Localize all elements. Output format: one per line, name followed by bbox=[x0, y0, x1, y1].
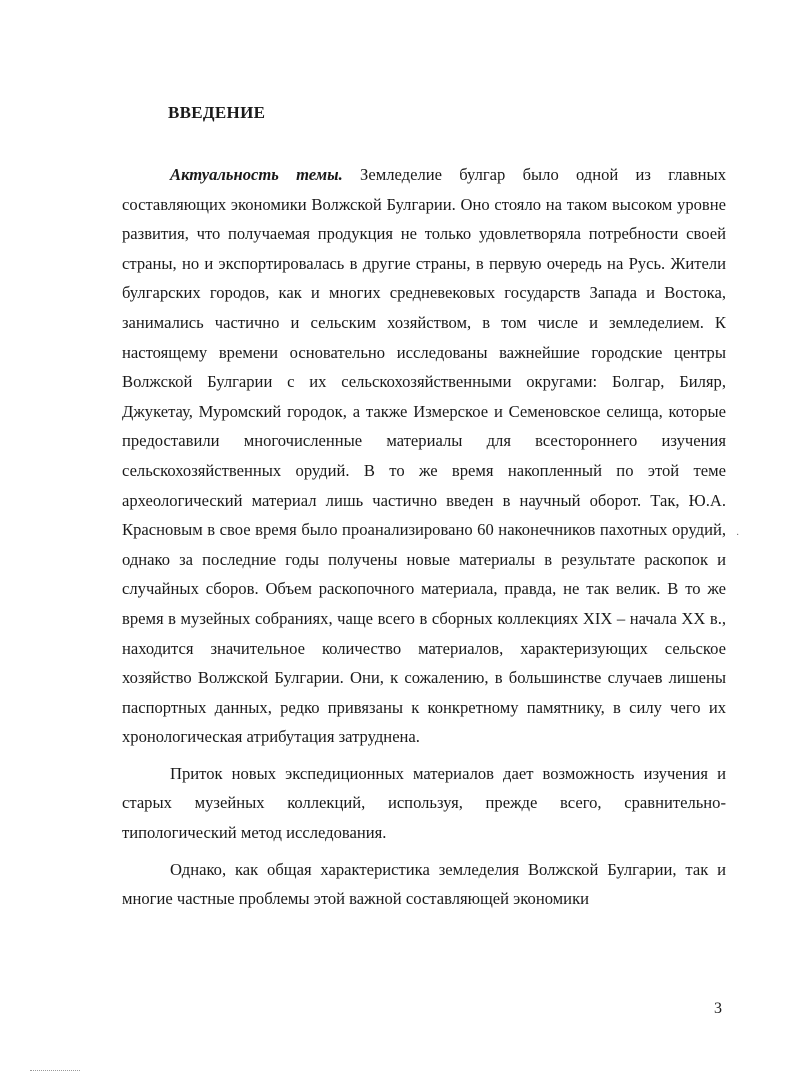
paragraph-however: Однако, как общая характеристика земледелия Волжской Булгарии, так и многие частные проблемы этой важной составляющей экономики bbox=[122, 859, 726, 909]
paragraph-lead: Актуальность темы. bbox=[170, 165, 343, 184]
section-heading: ВВЕДЕНИЕ bbox=[168, 103, 266, 122]
scan-artifact bbox=[30, 1070, 80, 1077]
paragraph-new-materials: Приток новых экспедиционных материалов дает возможность изучения и старых музейных коллекций, используя, прежде всего, сравнительно-типологический метод исследования. bbox=[122, 763, 726, 843]
body-text bbox=[122, 160, 726, 914]
paragraph-text: Земледелие булгар было одной из главных составляющих экономики Волжской Булгарии. Оно стояло на таком высоком уровне развития, что получаемая продукция не только удовлетворяла потребности своей страны, но и экспортировалась в другие страны, в первую очередь на Русь. Жители булгарских городов, как и многих средневековых государств Запада и Востока, занимались частично и сельским хозяйством, в том числе и земледелием. К настоящему времени основательно исследованы важнейшие городские центры Волжской Булгарии с их сельскохозяйственными округами: Болгар, Биляр, Джукетау, Муромский городок, а также Измерское и Семеновское селища, которые предоставили многочисленные материалы для всестороннего изучения сельскохозяйственных орудий. В то же время накопленный по этой теме археологический материал лишь частично введен в научный оборот. Так, Ю.А. Красновым в свое время было проанализировано 60 наконечников пахотных орудий, однако за последние годы получены новые материалы в результате раскопок и случайных сборов. Объем раскопочного материала, правда, не так велик. В то же время в музейных собраниях, чаще всего в сборных коллекциях XIX – начала XX в., находится значительное количество материалов, характеризующих сельское хозяйство Волжской Булгарии. Они, к сожалению, в большинстве случаев лишены паспортных данных, редко привязаны к конкретному памятнику, в силу чего их хронологическая атрибутация затруднена. bbox=[122, 165, 726, 747]
margin-speck: · bbox=[736, 530, 740, 541]
paragraph-relevance bbox=[122, 160, 726, 752]
page-number: 3 bbox=[714, 1000, 722, 1017]
